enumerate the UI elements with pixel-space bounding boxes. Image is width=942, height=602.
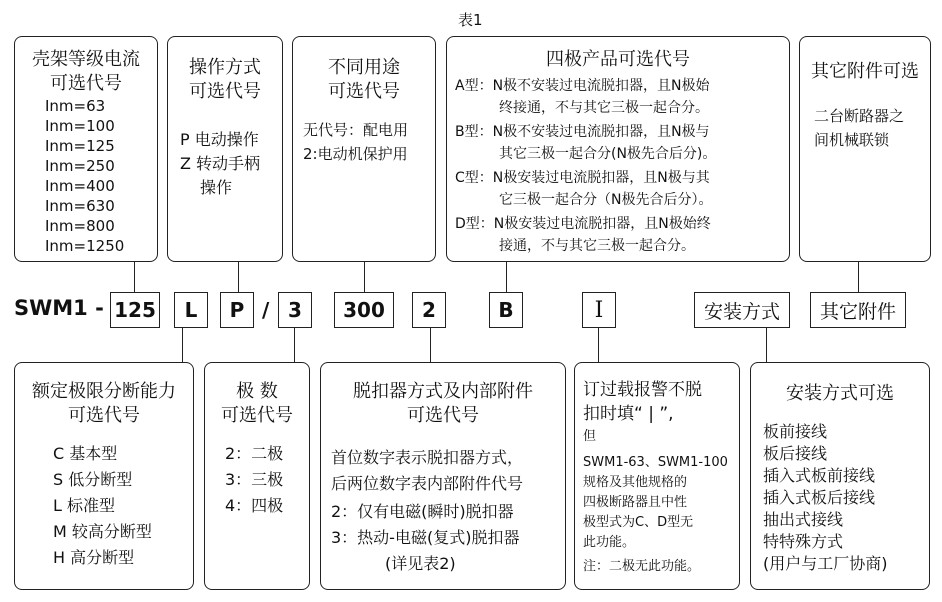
release-line: 3：热动-电磁(复式)脱扣器 xyxy=(331,528,520,547)
code-breaking-capacity: L xyxy=(174,292,208,328)
other-accessory-line: 间机械联锁 xyxy=(814,131,890,149)
usage-title-2: 可选代号 xyxy=(328,81,400,102)
frame-option: Inm=1250 xyxy=(45,237,125,255)
install-option: 插入式板后接线 xyxy=(763,488,876,507)
code-poles: 3 xyxy=(278,292,312,328)
frame-current-box xyxy=(14,36,158,262)
alarm-note-line: 注：二极无此功能。 xyxy=(583,559,701,574)
alarm-title-1: 订过载报警不脱 xyxy=(583,380,702,400)
connector-line xyxy=(766,328,767,362)
four-pole-line: 终接通，不与其它三极一起合分。 xyxy=(499,100,709,116)
code-usage: 300 xyxy=(334,292,394,328)
breaking-capacity-box xyxy=(14,362,194,590)
four-pole-box xyxy=(446,36,790,262)
connector-line xyxy=(134,262,135,292)
four-pole-line: B型：N极不安装过电流脱扣器，且N极与 xyxy=(455,124,710,140)
breaking-option: M 较高分断型 xyxy=(53,522,152,541)
operation-option: Z 转动手柄 xyxy=(180,154,261,173)
connector-line xyxy=(506,262,507,292)
connector-line xyxy=(294,328,295,362)
usage-title-1: 不同用途 xyxy=(328,57,400,78)
operation-title-2: 可选代号 xyxy=(189,81,261,102)
code-frame-current: 125 xyxy=(110,292,160,328)
alarm-title-2: 扣时填“ | ”, xyxy=(583,404,674,424)
release-title-2: 可选代号 xyxy=(407,405,479,426)
frame-option: Inm=100 xyxy=(45,117,115,135)
frame-option: Inm=800 xyxy=(45,217,115,235)
release-line: 2：仅有电磁(瞬时)脱扣器 xyxy=(331,502,514,521)
four-pole-line: 它三极一起合分（N极先合后分）。 xyxy=(499,192,713,208)
poles-title-1: 极 数 xyxy=(236,381,278,402)
poles-title-2: 可选代号 xyxy=(221,405,293,426)
install-title: 安装方式可选 xyxy=(786,383,894,404)
release-box xyxy=(320,362,566,590)
code-release: 2 xyxy=(412,292,446,328)
frame-option: Inm=250 xyxy=(45,157,115,175)
four-pole-line: 接通，不与其它三极一起合分。 xyxy=(499,238,695,254)
poles-option: 3：三极 xyxy=(225,470,284,489)
four-pole-title: 四极产品可选代号 xyxy=(546,49,690,70)
connector-line xyxy=(182,328,183,362)
four-pole-line: A型：N极不安装过电流脱扣器，且N极始 xyxy=(455,78,710,94)
install-option: 板前接线 xyxy=(763,422,828,441)
frame-option: Inm=63 xyxy=(45,97,106,115)
install-option: 抽出式接线 xyxy=(763,510,844,529)
release-line: 后两位数字表内部附件代号 xyxy=(331,474,524,493)
usage-option: 无代号：配电用 xyxy=(303,121,409,139)
install-option: (用户与工厂协商) xyxy=(763,554,888,573)
frame-option: Inm=125 xyxy=(45,137,115,155)
breaking-option: S 低分断型 xyxy=(53,470,133,489)
poles-box xyxy=(204,362,310,590)
breaking-title-1: 额定极限分断能力 xyxy=(32,381,176,402)
release-line: (详见表2) xyxy=(385,554,456,573)
code-separator: / xyxy=(262,298,270,322)
code-alarm: I xyxy=(582,292,616,328)
breaking-option: H 高分断型 xyxy=(53,548,135,567)
release-title-1: 脱扣器方式及内部附件 xyxy=(353,381,533,402)
release-line: 首位数字表示脱扣器方式， xyxy=(331,448,524,467)
alarm-title-3: 但 xyxy=(583,429,597,444)
usage-box xyxy=(292,36,436,262)
connector-line xyxy=(430,328,431,362)
alarm-note-line: 四极断路器且中性 xyxy=(583,495,688,510)
frame-option: Inm=630 xyxy=(45,197,115,215)
install-method-box xyxy=(750,362,930,590)
code-install-method: 安装方式 xyxy=(694,292,790,328)
breaking-option: C 基本型 xyxy=(53,444,118,463)
four-pole-line: C型：N极安装过电流脱扣器，且N极与其 xyxy=(455,170,710,186)
code-other-accessory: 其它附件 xyxy=(810,292,906,328)
code-four-pole: B xyxy=(489,292,523,328)
alarm-note-line: 极型式为C、D型无 xyxy=(583,515,694,530)
code-operation: P xyxy=(220,292,254,328)
other-accessory-box xyxy=(799,36,931,262)
other-accessory-line: 二台断路器之 xyxy=(814,107,905,125)
connector-line xyxy=(238,262,239,292)
four-pole-line: D型：N极安装过电流脱扣器，且N极始终 xyxy=(455,216,711,232)
connector-line xyxy=(858,262,859,292)
caption: 表1 xyxy=(458,11,483,29)
frame-option: Inm=400 xyxy=(45,177,115,195)
install-option: 插入式板前接线 xyxy=(763,466,876,485)
four-pole-line: 其它三极一起合分(N极先合后分)。 xyxy=(499,146,717,162)
operation-option: 操作 xyxy=(200,178,233,197)
operation-box xyxy=(167,36,283,262)
operation-option: P 电动操作 xyxy=(180,130,259,149)
install-option: 特特殊方式 xyxy=(763,532,844,551)
alarm-note-line: SWM1-63、SWM1-100 xyxy=(583,455,728,470)
connector-line xyxy=(598,328,599,362)
alarm-box xyxy=(574,362,740,590)
operation-title-1: 操作方式 xyxy=(189,57,261,78)
breaking-option: L 标准型 xyxy=(53,496,116,515)
alarm-note-line: 规格及其他规格的 xyxy=(583,475,688,490)
frame-current-title-2: 可选代号 xyxy=(50,73,122,94)
model-prefix: SWM1 - xyxy=(14,296,104,320)
poles-option: 2：二极 xyxy=(225,444,284,463)
install-option: 板后接线 xyxy=(763,444,828,463)
connector-line xyxy=(364,262,365,292)
usage-option: 2:电动机保护用 xyxy=(303,145,408,163)
alarm-note-line: 此功能。 xyxy=(583,535,636,550)
breaking-title-2: 可选代号 xyxy=(68,405,140,426)
frame-current-title-1: 壳架等级电流 xyxy=(32,49,140,70)
other-accessory-title: 其它附件可选 xyxy=(811,61,919,82)
poles-option: 4：四极 xyxy=(225,496,284,515)
